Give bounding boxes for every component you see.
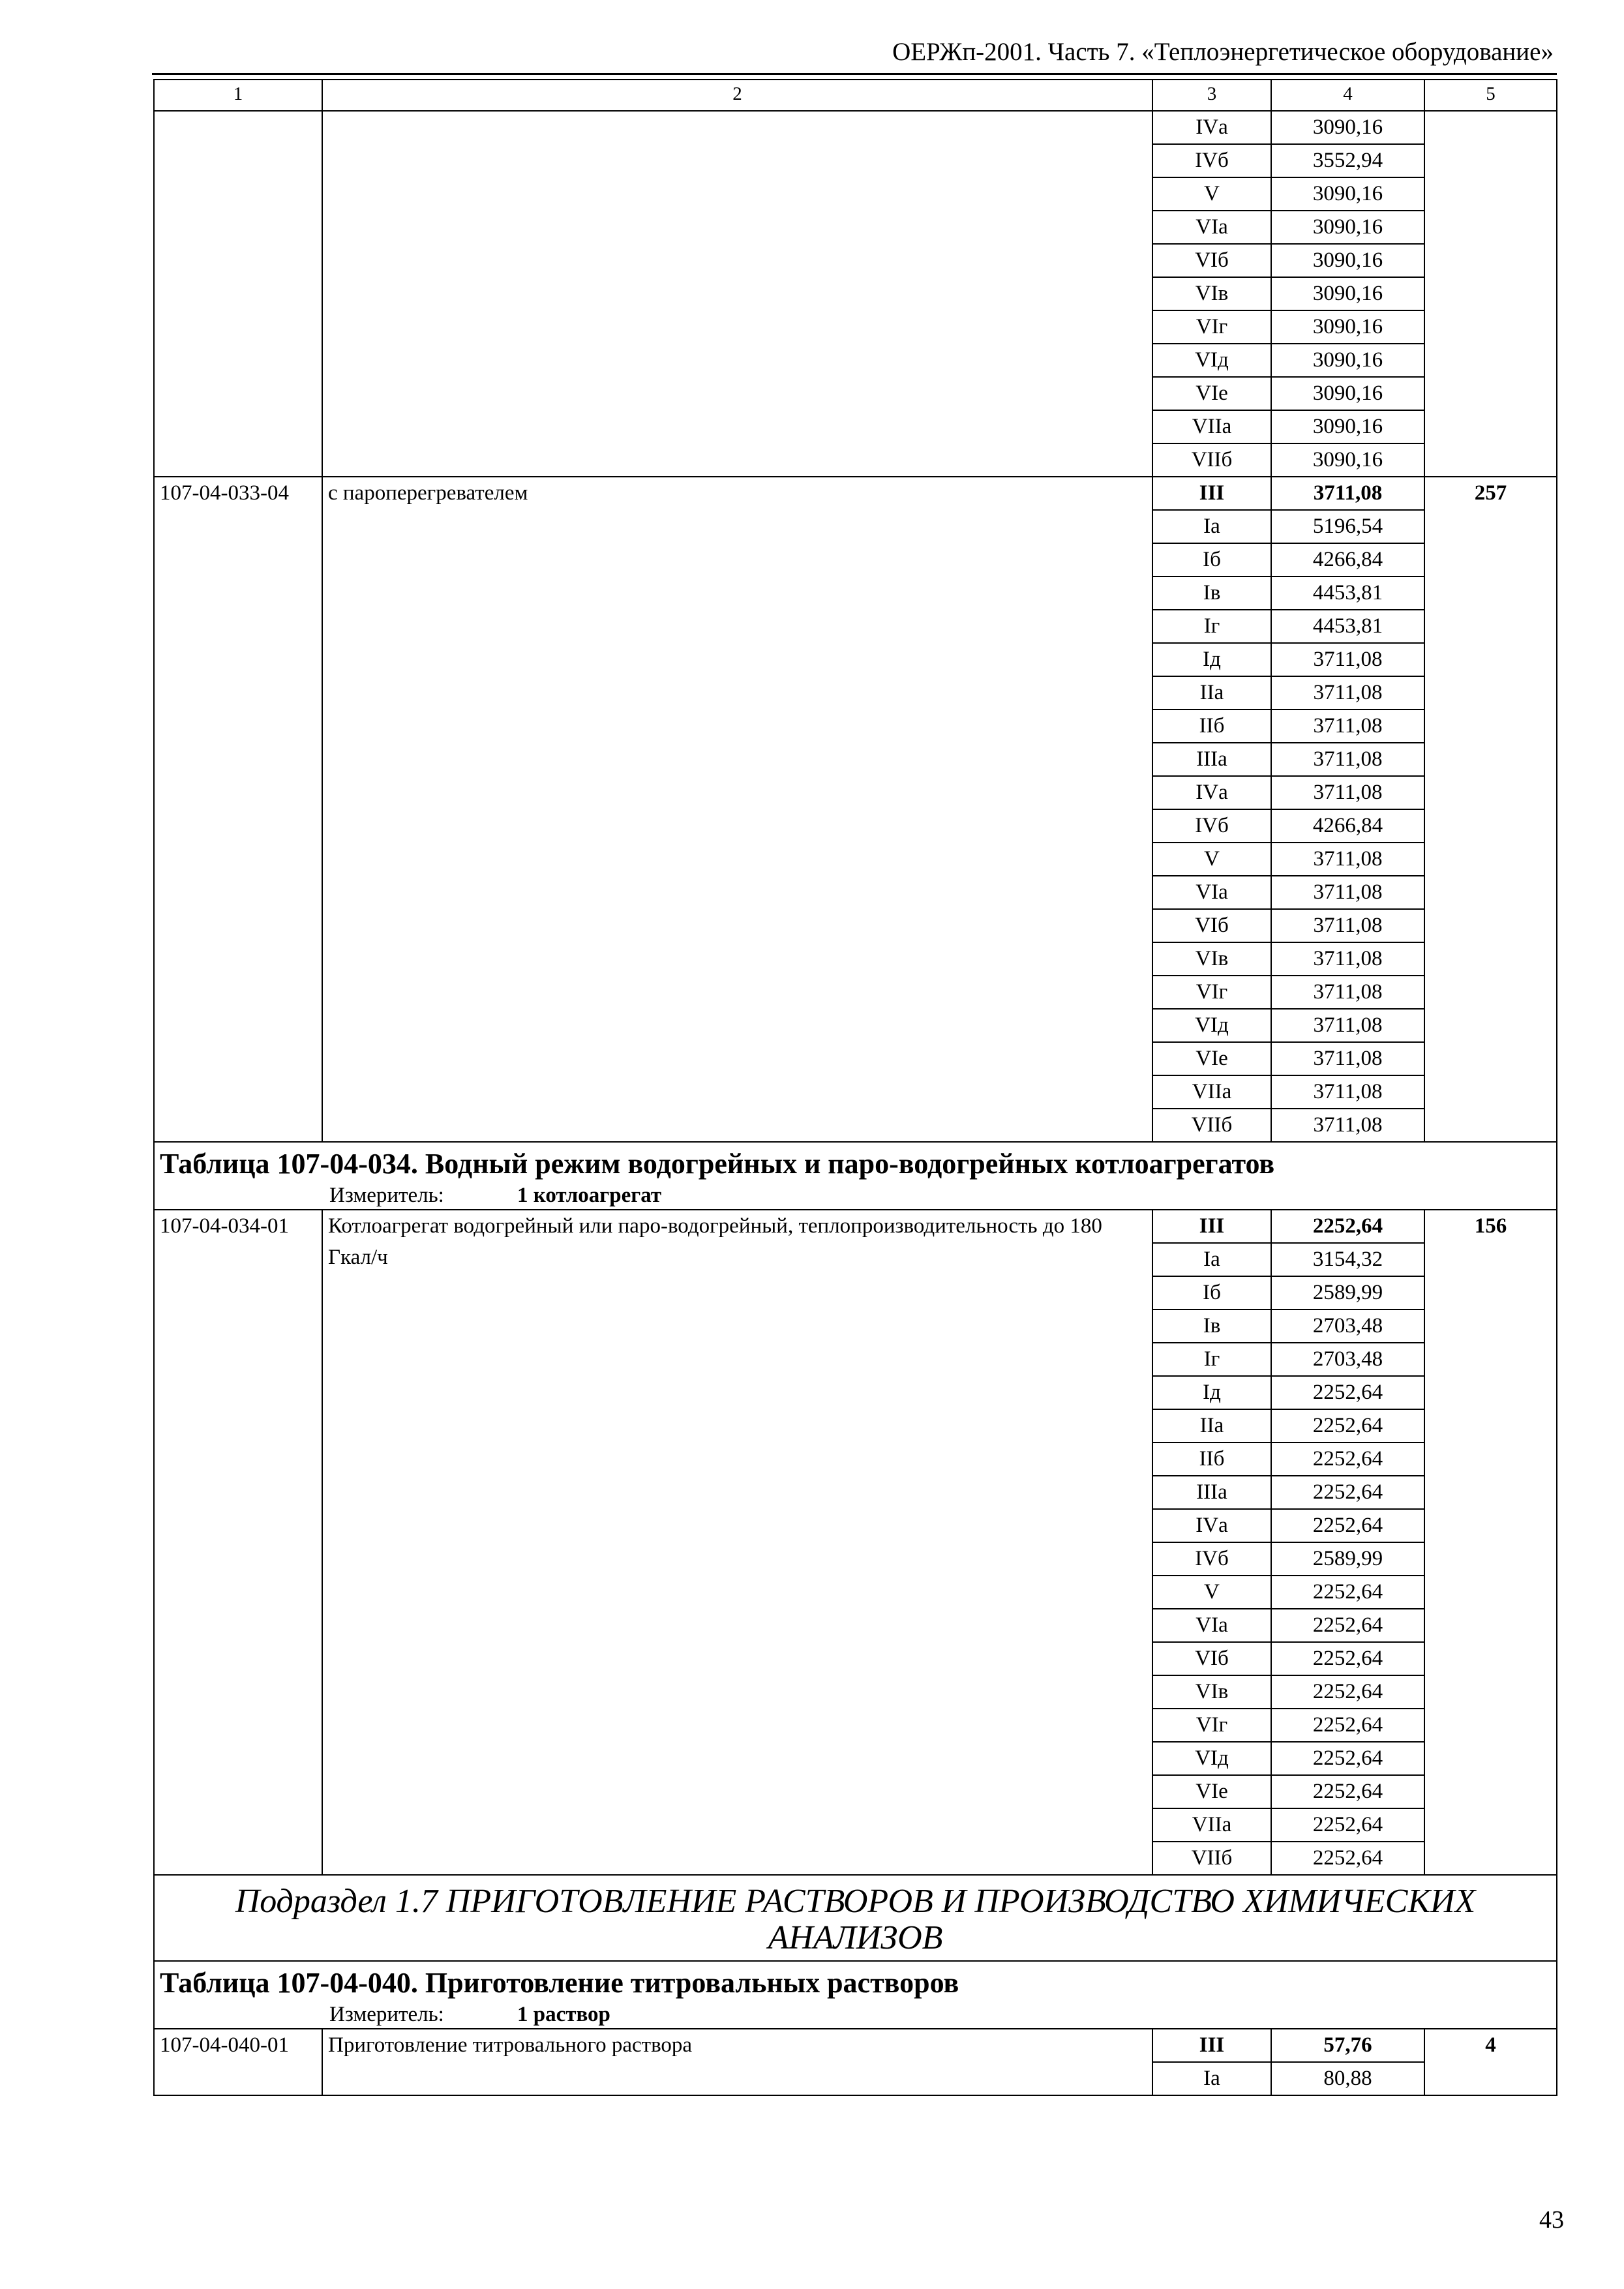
table-row — [154, 2029, 1557, 2062]
zone-cell: VIб — [1152, 909, 1271, 942]
value-cell: 3711,08 — [1271, 1042, 1424, 1075]
zone-cell: Iа — [1152, 1243, 1271, 1276]
zone-cell: VIг — [1152, 1709, 1271, 1742]
value-cell: 2252,64 — [1271, 1376, 1424, 1409]
value-cell: 3711,08 — [1271, 710, 1424, 743]
zone-cell: VIд — [1152, 1009, 1271, 1042]
value-cell: 3711,08 — [1271, 876, 1424, 909]
zone-cell: IVа — [1152, 776, 1271, 809]
column-number: 4 — [1271, 80, 1424, 111]
zone-cell: Iб — [1152, 1276, 1271, 1309]
value-cell: 80,88 — [1271, 2062, 1424, 2095]
zone-cell: Iв — [1152, 576, 1271, 610]
page-header: ОЕРЖп-2001. Часть 7. «Теплоэнергетическое оборудование» — [892, 38, 1554, 66]
zone-cell: Iб — [1152, 543, 1271, 576]
zone-cell: VIIб — [1152, 1842, 1271, 1875]
zone-cell: VIе — [1152, 1042, 1271, 1075]
value-cell: 3090,16 — [1271, 443, 1424, 477]
value-cell: 3154,32 — [1271, 1243, 1424, 1276]
zone-cell: VIIб — [1152, 443, 1271, 477]
value-cell: 3711,08 — [1271, 1009, 1424, 1042]
table-title-cell — [154, 1961, 1557, 2029]
value-cell: 3711,08 — [1271, 676, 1424, 710]
value-cell: 57,76 — [1271, 2029, 1424, 2062]
zone-cell: IIб — [1152, 1443, 1271, 1476]
value-cell: 3090,16 — [1271, 344, 1424, 377]
description-cell: Приготовление титровального раствора — [322, 2029, 1152, 2095]
table-row — [154, 1210, 1557, 1243]
column-number: 3 — [1152, 80, 1271, 111]
value-cell: 3711,08 — [1271, 776, 1424, 809]
zone-cell: IVа — [1152, 1509, 1271, 1542]
value-cell: 2589,99 — [1271, 1542, 1424, 1576]
zone-cell: Iд — [1152, 643, 1271, 676]
value-cell: 2252,64 — [1271, 1675, 1424, 1709]
zone-cell: IVа — [1152, 111, 1271, 144]
description-cell: с пароперегревателем — [322, 477, 1152, 1142]
code-cell: 107-04-040-01 — [154, 2029, 322, 2095]
zone-cell: Iд — [1152, 1376, 1271, 1409]
zone-cell: VIд — [1152, 344, 1271, 377]
value-cell: 3711,08 — [1271, 976, 1424, 1009]
zone-cell: IVб — [1152, 144, 1271, 177]
code-cell: 107-04-033-04 — [154, 477, 322, 1142]
value-cell: 3090,16 — [1271, 277, 1424, 310]
zone-cell: IVб — [1152, 1542, 1271, 1576]
value-cell: 2252,64 — [1271, 1742, 1424, 1775]
measure-label: Измеритель: — [329, 2003, 444, 2026]
zone-cell: Iв — [1152, 1309, 1271, 1343]
description-cell — [322, 111, 1152, 477]
value-cell: 3552,94 — [1271, 144, 1424, 177]
zone-cell: VIг — [1152, 310, 1271, 344]
table-row — [154, 111, 1557, 144]
value-cell: 2252,64 — [1271, 1476, 1424, 1509]
zone-cell: VIа — [1152, 876, 1271, 909]
value-cell: 4266,84 — [1271, 543, 1424, 576]
labor-cell: 156 — [1424, 1210, 1557, 1875]
value-cell: 3090,16 — [1271, 310, 1424, 344]
zone-cell: III — [1152, 2029, 1271, 2062]
value-cell: 3090,16 — [1271, 244, 1424, 277]
zone-cell: Iа — [1152, 510, 1271, 543]
table-title: Таблица 107-04-034. Водный режим водогрейных и паро-водогрейных котлоагрегатов — [160, 1148, 1275, 1180]
labor-cell — [1424, 111, 1557, 477]
zone-cell: VIг — [1152, 976, 1271, 1009]
value-cell: 3711,08 — [1271, 909, 1424, 942]
measure-value: 1 раствор — [517, 2003, 610, 2026]
labor-cell: 257 — [1424, 477, 1557, 1142]
zone-cell: V — [1152, 843, 1271, 876]
value-cell: 3711,08 — [1271, 1075, 1424, 1109]
value-cell: 2252,64 — [1271, 1409, 1424, 1443]
value-cell: 4453,81 — [1271, 576, 1424, 610]
column-number: 1 — [154, 80, 322, 111]
zone-cell: IIа — [1152, 676, 1271, 710]
zone-cell: Iа — [1152, 2062, 1271, 2095]
header-rule — [152, 73, 1557, 75]
value-cell: 2252,64 — [1271, 1642, 1424, 1675]
measure-label: Измеритель: — [329, 1184, 444, 1207]
value-cell: 3711,08 — [1271, 477, 1424, 510]
column-number: 2 — [322, 80, 1152, 111]
zone-cell: IIIа — [1152, 1476, 1271, 1509]
value-cell: 2252,64 — [1271, 1775, 1424, 1808]
value-cell: 2252,64 — [1271, 1509, 1424, 1542]
value-cell: 4453,81 — [1271, 610, 1424, 643]
value-cell: 3711,08 — [1271, 942, 1424, 976]
code-cell — [154, 111, 322, 477]
code-cell: 107-04-034-01 — [154, 1210, 322, 1875]
zone-cell: IIIа — [1152, 743, 1271, 776]
zone-cell: VIIа — [1152, 410, 1271, 443]
table-title-row — [154, 1961, 1557, 2029]
value-cell: 3711,08 — [1271, 743, 1424, 776]
zone-cell: Iг — [1152, 1343, 1271, 1376]
value-cell: 2589,99 — [1271, 1276, 1424, 1309]
table-row — [154, 477, 1557, 510]
value-cell: 3090,16 — [1271, 211, 1424, 244]
zone-cell: VIв — [1152, 942, 1271, 976]
value-cell: 3090,16 — [1271, 111, 1424, 144]
zone-cell: Iг — [1152, 610, 1271, 643]
zone-cell: VIIа — [1152, 1075, 1271, 1109]
page-number: 43 — [1539, 2206, 1564, 2234]
value-cell: 4266,84 — [1271, 809, 1424, 843]
value-cell: 2252,64 — [1271, 1842, 1424, 1875]
value-cell: 2252,64 — [1271, 1210, 1424, 1243]
value-cell: 2252,64 — [1271, 1576, 1424, 1609]
value-cell: 2252,64 — [1271, 1808, 1424, 1842]
zone-cell: IVб — [1152, 809, 1271, 843]
zone-cell: VIIб — [1152, 1109, 1271, 1142]
zone-cell: VIв — [1152, 277, 1271, 310]
value-cell: 3711,08 — [1271, 1109, 1424, 1142]
subsection-title: Подраздел 1.7 ПРИГОТОВЛЕНИЕ РАСТВОРОВ И ПРОИЗВОДСТВО ХИМИЧЕСКИХ АНАЛИЗОВ — [154, 1875, 1557, 1961]
measure-line — [160, 1182, 1551, 1209]
zone-cell: VIа — [1152, 1609, 1271, 1642]
value-cell: 5196,54 — [1271, 510, 1424, 543]
zone-cell: VIе — [1152, 377, 1271, 410]
zone-cell: VIв — [1152, 1675, 1271, 1709]
value-cell: 3090,16 — [1271, 177, 1424, 211]
zone-cell: VIа — [1152, 211, 1271, 244]
column-number-row — [154, 80, 1557, 111]
labor-cell: 4 — [1424, 2029, 1557, 2095]
table-title: Таблица 107-04-040. Приготовление титровальных растворов — [160, 1967, 959, 1999]
zone-cell: III — [1152, 1210, 1271, 1243]
value-cell: 2703,48 — [1271, 1309, 1424, 1343]
value-cell: 2703,48 — [1271, 1343, 1424, 1376]
zone-cell: VIе — [1152, 1775, 1271, 1808]
zone-cell: IIб — [1152, 710, 1271, 743]
value-cell: 3711,08 — [1271, 843, 1424, 876]
value-cell: 3090,16 — [1271, 410, 1424, 443]
table-title-row — [154, 1142, 1557, 1210]
measure-value: 1 котлоагрегат — [517, 1184, 662, 1207]
zone-cell: VIб — [1152, 244, 1271, 277]
measure-line — [160, 2001, 1551, 2028]
zone-cell: III — [1152, 477, 1271, 510]
norms-table — [153, 79, 1557, 2096]
zone-cell: VIб — [1152, 1642, 1271, 1675]
value-cell: 2252,64 — [1271, 1609, 1424, 1642]
zone-cell: VIд — [1152, 1742, 1271, 1775]
description-cell: Котлоагрегат водогрейный или паро-водогрейный, теплопроизводительность до 180 Гкал/ч — [322, 1210, 1152, 1875]
zone-cell: V — [1152, 1576, 1271, 1609]
zone-cell: V — [1152, 177, 1271, 211]
subsection-row — [154, 1875, 1557, 1961]
zone-cell: IIа — [1152, 1409, 1271, 1443]
column-number: 5 — [1424, 80, 1557, 111]
value-cell: 3711,08 — [1271, 643, 1424, 676]
zone-cell: VIIа — [1152, 1808, 1271, 1842]
value-cell: 2252,64 — [1271, 1709, 1424, 1742]
value-cell: 2252,64 — [1271, 1443, 1424, 1476]
value-cell: 3090,16 — [1271, 377, 1424, 410]
table-title-cell — [154, 1142, 1557, 1210]
